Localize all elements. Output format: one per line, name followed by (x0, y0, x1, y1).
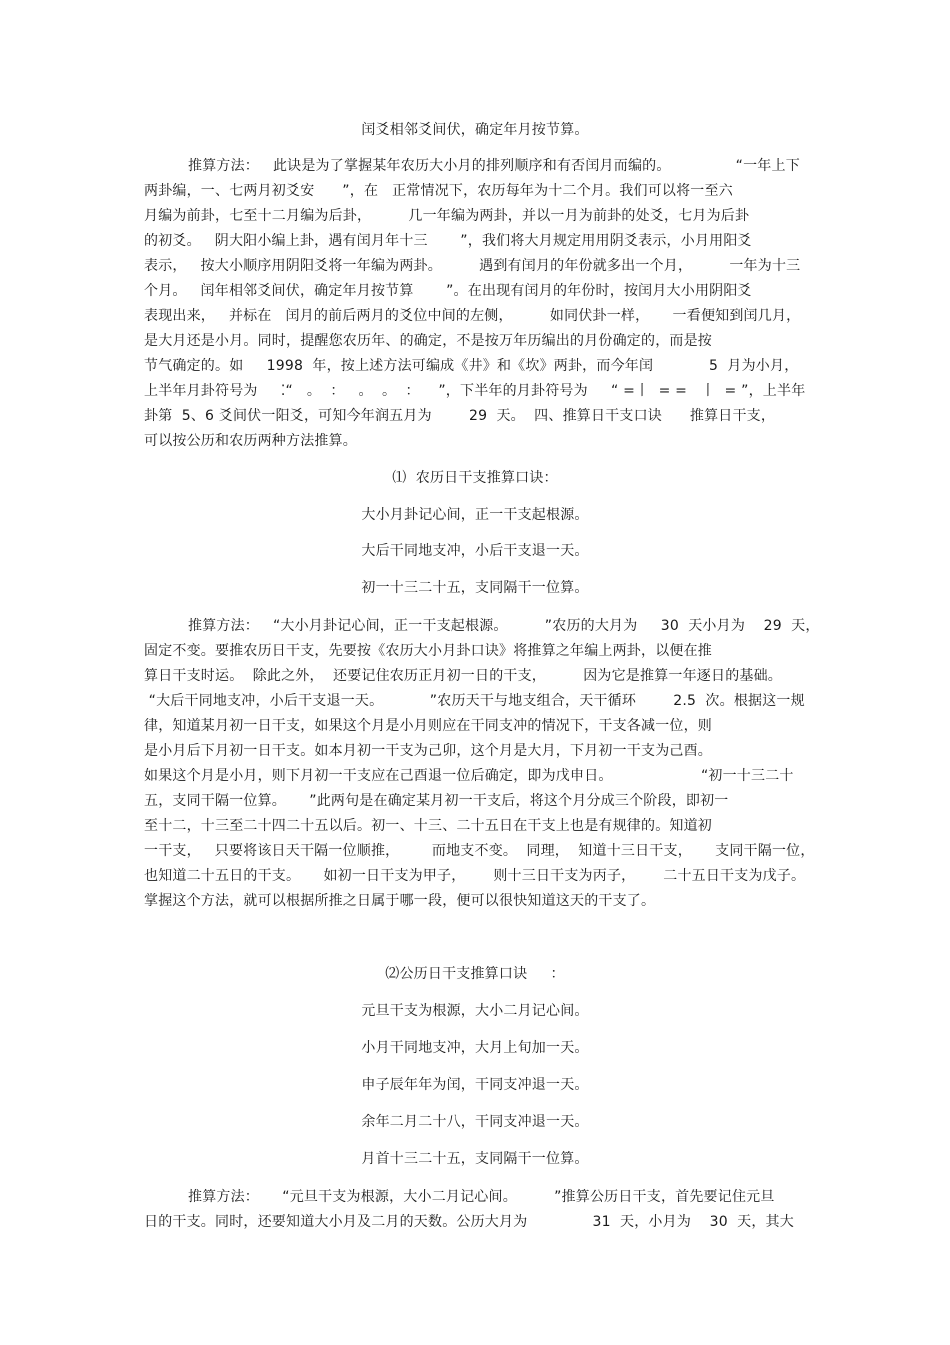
verse-line: 余年二月二十八，干同支冲退一天。 (361, 1114, 589, 1130)
text-line: 表现出来， 并标在 闰月的前后两月的爻位中间的左侧， 如同伏卦一样， 一看便知到闰几月， (144, 308, 801, 324)
text-line: 律，知道某月初一日干支，如果这个月是小月则应在干同支冲的情况下，干支各减一位，则 (144, 718, 712, 734)
text-line: 个月。 闰年相邻爻间伏，确定年月按节算 ”。在出现有闰月的年份时，按闰月大小用阴阳爻 (144, 283, 752, 299)
text-line: 推算方法： “元旦干支为根源，大小二月记心间。 ”推算公历日干支，首先要记住元旦 (188, 1189, 775, 1205)
verse-line: 大后干同地支冲，小后干支退一天。 (361, 543, 589, 559)
text-line: 五，支同干隔一位算。 ”此两句是在确定某月初一干支后，将这个月分成三个阶段，即初一 (144, 793, 729, 809)
text-line: 一干支， 只要将该日天干隔一位顺推， 而地支不变。 同理， 知道十三日干支， 支同干隔一位， (144, 843, 815, 859)
verse-line: 申子辰年年为闰，干同支冲退一天。 (361, 1077, 589, 1093)
text-line: 至十二，十三至二十四二十五以后。初一、十三、二十五日在干支上也是有规律的。知道初 (144, 818, 712, 834)
verse-line: 月首十三二十五，支同隔干一位算。 (361, 1151, 589, 1167)
verse-line: 小月干同地支冲，大月上旬加一天。 (361, 1040, 589, 1056)
text-line: 是大月还是小月。同时，提醒您农历年、的确定，不是按万年历编出的月份确定的，而是按 (144, 333, 712, 349)
text-line: “大后干同地支冲，小后干支退一天。 ”农历天干与地支组合，天干循环 2.5 次。根据这一规 (144, 693, 805, 709)
section-2-title: ⑵公历日干支推算口诀 ： (385, 966, 565, 982)
text-line: 推算方法： “大小月卦记心间，正一干支起根源。 ”农历的大月为 30 天小月为 29 天， (188, 618, 820, 634)
text-line: 固定不变。要推农历日干支，先要按《农历大小月卦口诀》将推算之年编上两卦，以便在推 (144, 643, 712, 659)
text-line: 两卦编，一、七两月初爻安 ”，在 正常情况下，农历每年为十二个月。我们可以将一至六 (144, 183, 733, 199)
section-1-title: ⑴ 农历日干支推算口诀： (392, 470, 558, 486)
text-line: 是小月后下月初一日干支。如本月初一干支为己卯，这个月是大月，下月初一干支为己酉。 (144, 743, 712, 759)
text-line: 月编为前卦，七至十二月编为后卦， 几一年编为两卦，并以一月为前卦的处爻，七月为后卦 (144, 208, 750, 224)
heading-line: 闰爻相邻爻间伏，确定年月按节算。 (361, 122, 589, 138)
text-line: 掌握这个方法，就可以根据所推之日属于哪一段，便可以很快知道这天的干支了。 (144, 893, 656, 909)
text-line: 如果这个月是小月，则下月初一干支应在己酉退一位后确定，即为戊申日。 “初一十三二十 (144, 768, 794, 784)
text-line: 推算方法： 此诀是为了掌握某年农历大小月的排列顺序和有否闰月而编的。 “一年上下 (188, 158, 800, 174)
text-line: 卦第 5、6 爻间伏一阳爻，可知今年润五月为 29 天。 四、推算日干支口诀 推算日干支， (144, 408, 776, 424)
text-line: 表示， 按大小顺序用阴阳爻将一年编为两卦。 遇到有闰月的年份就多出一个月， 一年为十三 (144, 258, 801, 274)
text-line: 日的干支。同时，还要知道大小月及二月的天数。公历大月为 31 天，小月为 30 天，其大 (144, 1214, 794, 1230)
text-line: 可以按公历和农历两种方法推算。 (144, 433, 357, 449)
verse-line: 元旦干支为根源，大小二月记心间。 (361, 1003, 589, 1019)
verse-line: 大小月卦记心间，正一干支起根源。 (361, 507, 589, 523)
text-line: 的初爻。 阴大阳小编上卦，遇有闰月年十三 ”，我们将大月规定用用阴爻表示，小月用阳爻 (144, 233, 752, 249)
text-line: 算日干支时运。 除此之外， 还要记住农历正月初一日的干支， 因为它是推算一年逐日的基础。 (144, 668, 782, 684)
text-line: 也知道二十五日的干支。 如初一日干支为甲子， 则十三日干支为丙子， 二十五日干支为戊子。 (144, 868, 806, 884)
text-line: 节气确定的。如 1998 年，按上述方法可编成《井》和《坎》两卦，而今年闰 5 月为小月， (144, 358, 799, 374)
verse-line: 初一十三二十五，支同隔干一位算。 (361, 580, 589, 596)
text-line: 上半年月卦符号为 ⁚“ 。 ： 。 。 ： ”，下半年的月卦符号为 “ =丨 = = 丨 = ”，上半年 (144, 383, 806, 399)
